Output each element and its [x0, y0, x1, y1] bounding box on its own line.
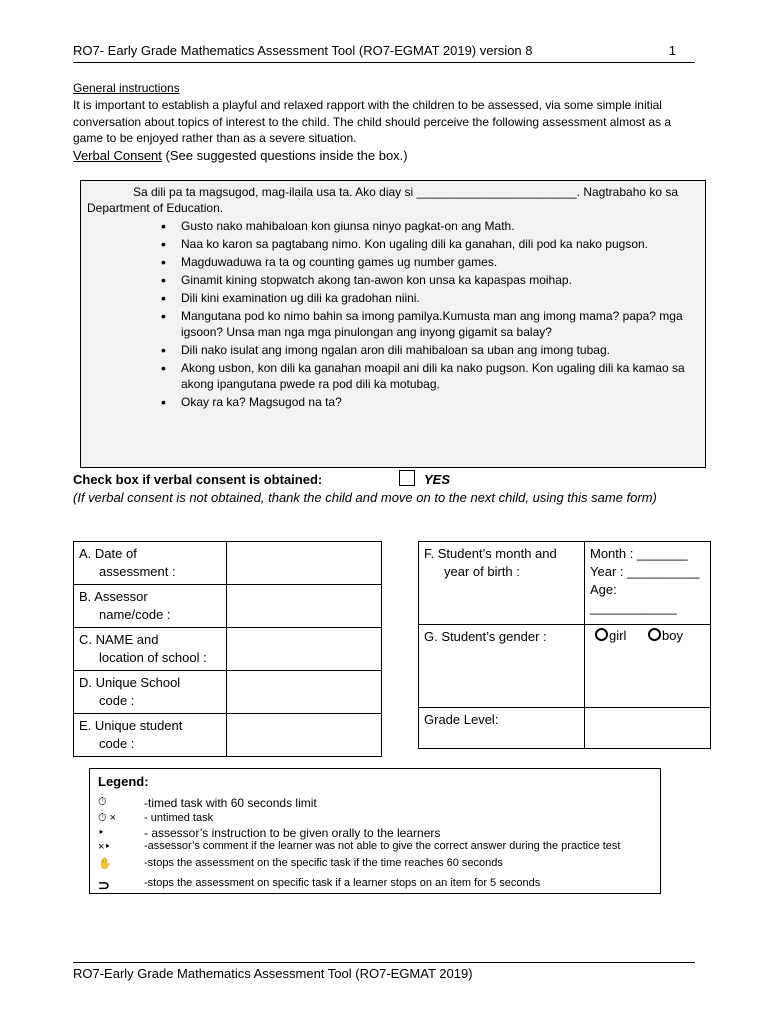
table-row	[419, 708, 711, 749]
field-label: C. NAME and location of school :	[74, 628, 227, 671]
radio-circle-icon	[595, 628, 608, 641]
consent-yes-label: YES	[424, 472, 451, 487]
page-number: 1	[668, 43, 676, 58]
assessment-info-table	[73, 541, 382, 757]
consent-bullet: • Akong usbon, kon dili ka ganahan moapil ani dili ka nako pugson. Kon ugaling dili ka kamao sa akong ipangutana pwede ra pod dili ka motubag.	[161, 360, 691, 392]
boy-radio[interactable]: boy	[648, 628, 683, 643]
verbal-consent-hint: (See suggested questions inside the box.)	[161, 148, 408, 163]
field-label: A. Date of assessment :	[74, 542, 227, 585]
legend-item: ⏱ -timed task with 60 seconds limit	[98, 796, 317, 810]
consent-bullet: • Dili nako isulat ang imong ngalan aron dili mahibaloan sa uban ang imong tubag.	[161, 342, 691, 358]
assessor-code-field[interactable]	[227, 585, 382, 628]
field-label: B. Assessor name/code :	[74, 585, 227, 628]
age-field[interactable]: Age: ____________	[590, 582, 677, 615]
consent-check-label: Check box if verbal consent is obtained:	[73, 472, 323, 487]
consent-bullet: • Naa ko karon sa pagtabang nimo. Kon ugaling dili ka ganahan, dili pod ka nako pugson.	[161, 236, 691, 252]
consent-bullet: • Dili kini examination ug dili ka gradohan niini.	[161, 290, 691, 306]
comment-icon: ×‣	[98, 841, 111, 853]
school-name-field[interactable]	[227, 628, 382, 671]
consent-script-box	[80, 180, 706, 468]
page-header	[73, 43, 695, 58]
table-row	[419, 625, 711, 708]
month-field[interactable]: Month : _______	[590, 546, 688, 561]
stopwatch-icon: ⏱	[98, 796, 107, 808]
date-of-assessment-field[interactable]	[227, 542, 382, 585]
consent-bullet: • Magduwaduwa ra ta og counting games ug number games.	[161, 254, 691, 270]
student-code-field[interactable]	[227, 714, 382, 757]
legend-item: ×‣ -assessor’s comment if the learner was not able to give the correct answer during the practice test	[98, 840, 621, 853]
stop-hand-icon: ✋	[98, 858, 112, 870]
radio-circle-icon	[648, 628, 661, 641]
grade-level-field[interactable]	[585, 708, 711, 749]
return-arrow-icon: ⊃	[98, 877, 110, 893]
untimed-icon: ⏱ ×	[98, 812, 117, 824]
consent-bullet: • Okay ra ka? Magsugod na ta?	[161, 394, 691, 410]
gender-label: G. Student’s gender :	[419, 625, 585, 708]
table-row	[74, 671, 382, 714]
header-rule	[73, 62, 695, 63]
grade-level-label: Grade Level:	[419, 708, 585, 749]
consent-bullet: • Mangutana pod ko nimo bahin sa imong pamilya.Kumusta man ang imong mama? papa? mga igsoon? Unsa man nga mga pinulongan ang inyong gigamit sa balay?	[161, 308, 691, 340]
general-instructions-body: It is important to establish a playful and relaxed rapport with the children to be assessed, via some simple initial conversation about topics of interest to the child. The child should perceive the following assessment almost as a game to be enjoyed rather than as a severe situation.	[73, 98, 672, 145]
legend-item: ✋ -stops the assessment on the specific task if the time reaches 60 seconds	[98, 857, 503, 870]
birth-fields[interactable]	[585, 542, 711, 625]
legend-box	[89, 768, 661, 894]
legend-title: Legend:	[98, 774, 149, 789]
page-footer: RO7-Early Grade Mathematics Assessment Tool (RO7-EGMAT 2019)	[73, 966, 473, 981]
table-row	[74, 628, 382, 671]
table-row	[74, 585, 382, 628]
field-label: E. Unique student code :	[74, 714, 227, 757]
verbal-consent-label: Verbal Consent	[73, 148, 162, 163]
general-instructions-title: General instructions	[73, 81, 180, 95]
girl-radio[interactable]: girl	[595, 628, 626, 643]
field-label: D. Unique School code :	[74, 671, 227, 714]
legend-item: ⏱ × - untimed task	[98, 812, 214, 824]
table-row	[74, 542, 382, 585]
consent-bullet: • Gusto nako mahibaloan kon giunsa ninyo pagkat-on ang Math.	[161, 218, 691, 234]
footer-rule	[73, 962, 695, 963]
consent-intro: Sa dili pa ta magsugod, mag-ilaila usa ta. Ako diay si ________________________. Nagtrabaho ko sa Department of Education.	[87, 185, 679, 215]
consent-bullet: • Ginamit kining stopwatch akong tan-awon kon unsa ka kapaspas moihap.	[161, 272, 691, 288]
table-row	[419, 542, 711, 625]
year-field[interactable]: Year : __________	[590, 564, 700, 579]
speaking-head-icon: ‣	[98, 827, 105, 839]
table-row	[74, 714, 382, 757]
header-title: RO7- Early Grade Mathematics Assessment Tool (RO7-EGMAT 2019) version 8	[73, 43, 533, 58]
verbal-consent-heading	[73, 148, 408, 163]
consent-bullet-list	[161, 218, 691, 412]
school-code-field[interactable]	[227, 671, 382, 714]
birth-label: F. Student’s month and year of birth :	[419, 542, 585, 625]
consent-yes-checkbox[interactable]	[399, 470, 415, 486]
gender-options	[585, 625, 711, 708]
consent-note: (If verbal consent is not obtained, thank the child and move on to the next child, using this same form)	[73, 490, 657, 505]
legend-item: ⊃ -stops the assessment on specific task if a learner stops on an item for 5 seconds	[98, 877, 541, 893]
student-info-table	[418, 541, 711, 749]
legend-item: ‣ - assessor’s instruction to be given orally to the learners	[98, 826, 441, 840]
